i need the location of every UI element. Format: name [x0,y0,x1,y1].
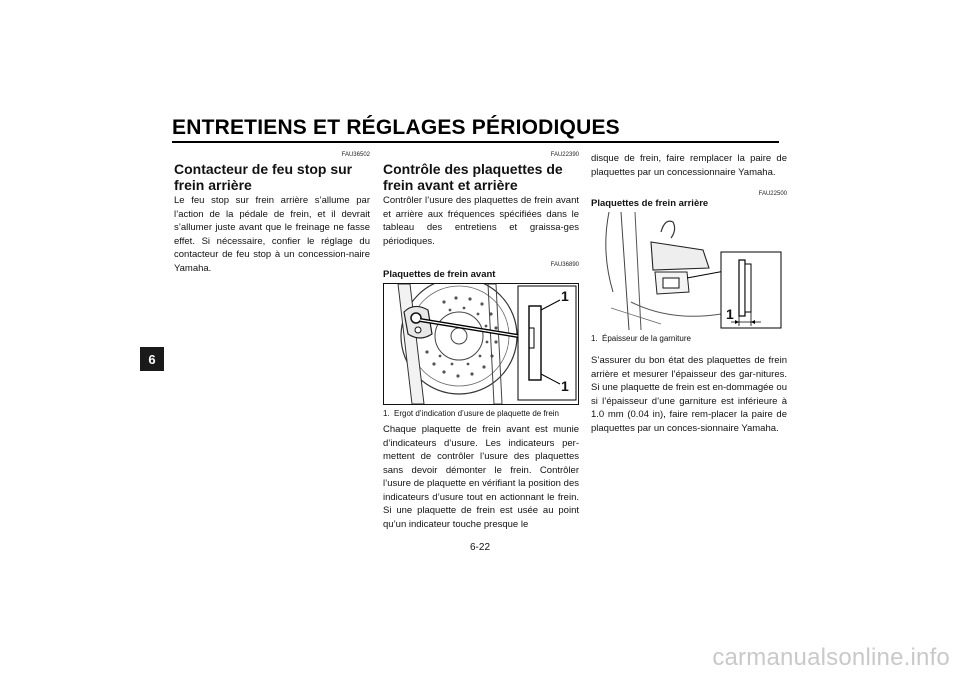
figure-label-bottom: 1 [561,378,569,394]
subheading-front-brake-pads: Plaquettes de frein avant [383,269,496,280]
column-1 [174,152,370,275]
section-code: FAU36890 [550,262,579,268]
section-heading-brake-light-switch: Contacteur de feu stop sur frein arrière [174,161,353,193]
subheading-rear-brake-pads: Plaquettes de frein arrière [591,198,709,209]
rear-brake-drawing [591,212,785,330]
title-rule [172,141,779,143]
paragraph-brake-light-switch: Le feu stop sur frein arrière s’allume par l’action de la pédale de frein, et il devrait s’allumer juste avant que le freinage ne fasse effet. Si nécessaire, confier le réglage du contacteur de feu stop à un concession-naire Yamaha. [174,195,370,274]
page-title: ENTRETIENS ET RÉGLAGES PÉRIODIQUES [172,116,620,139]
section-heading-brake-pads: Contrôle des plaquettes de frein avant et arrière [383,161,563,193]
section-code: FAU22500 [758,191,787,197]
figure-caption-rear [591,334,787,344]
figure-label: 1 [726,306,734,322]
front-brake-pad-illustration [383,283,579,405]
caption-text: Ergot d’indication d’usure de plaquette de frein [394,409,559,418]
section-code: FAU22390 [550,152,579,158]
front-brake-drawing [384,284,578,404]
paragraph-brake-pads-intro: Contrôler l’usure des plaquettes de frein avant et arrière aux fréquences spécifiées dans le tableau des entretiens et graissa-ges périodiques. [383,195,579,247]
paragraph-front-brake-pads: Chaque plaquette de frein avant est munie d’indicateurs d’usure. Les indicateurs per-mettent de contrôler l’usure des plaquettes sans devoir démonter le frein. Contrôler l’usure de plaquette en vérifiant la position des indicateurs d’usure tout en actionnant le frein. Si une plaquette de frein est usée au point qu’un indicateur touche presque le [383,424,579,530]
column-2 [383,152,579,531]
figure-label-top: 1 [561,288,569,304]
column-3 [591,152,787,435]
caption-text: Épaisseur de la garniture [602,334,691,343]
chapter-tab: 6 [140,347,164,371]
rear-brake-pad-illustration [591,212,785,330]
watermark: carmanualsonline.info [712,644,950,671]
paragraph-rear-brake-pads: S’assurer du bon état des plaquettes de frein arrière et mesurer l’épaisseur des gar-nitures. Si une plaquette de frein est en-dommagée ou si l’épaisseur d’une garniture est inférieure à 1.0 mm (0.04 in), faire rem-placer la paire de plaquettes par un conces-sionnaire Yamaha. [591,355,787,434]
caption-number: 1. [591,334,598,343]
paragraph-continuation: disque de frein, faire remplacer la paire de plaquettes par un concessionnaire Yamaha. [591,153,787,178]
page-number: 6-22 [469,542,490,553]
caption-number: 1. [383,409,390,418]
section-code: FAU36502 [341,152,370,158]
figure-caption-front [383,409,579,419]
